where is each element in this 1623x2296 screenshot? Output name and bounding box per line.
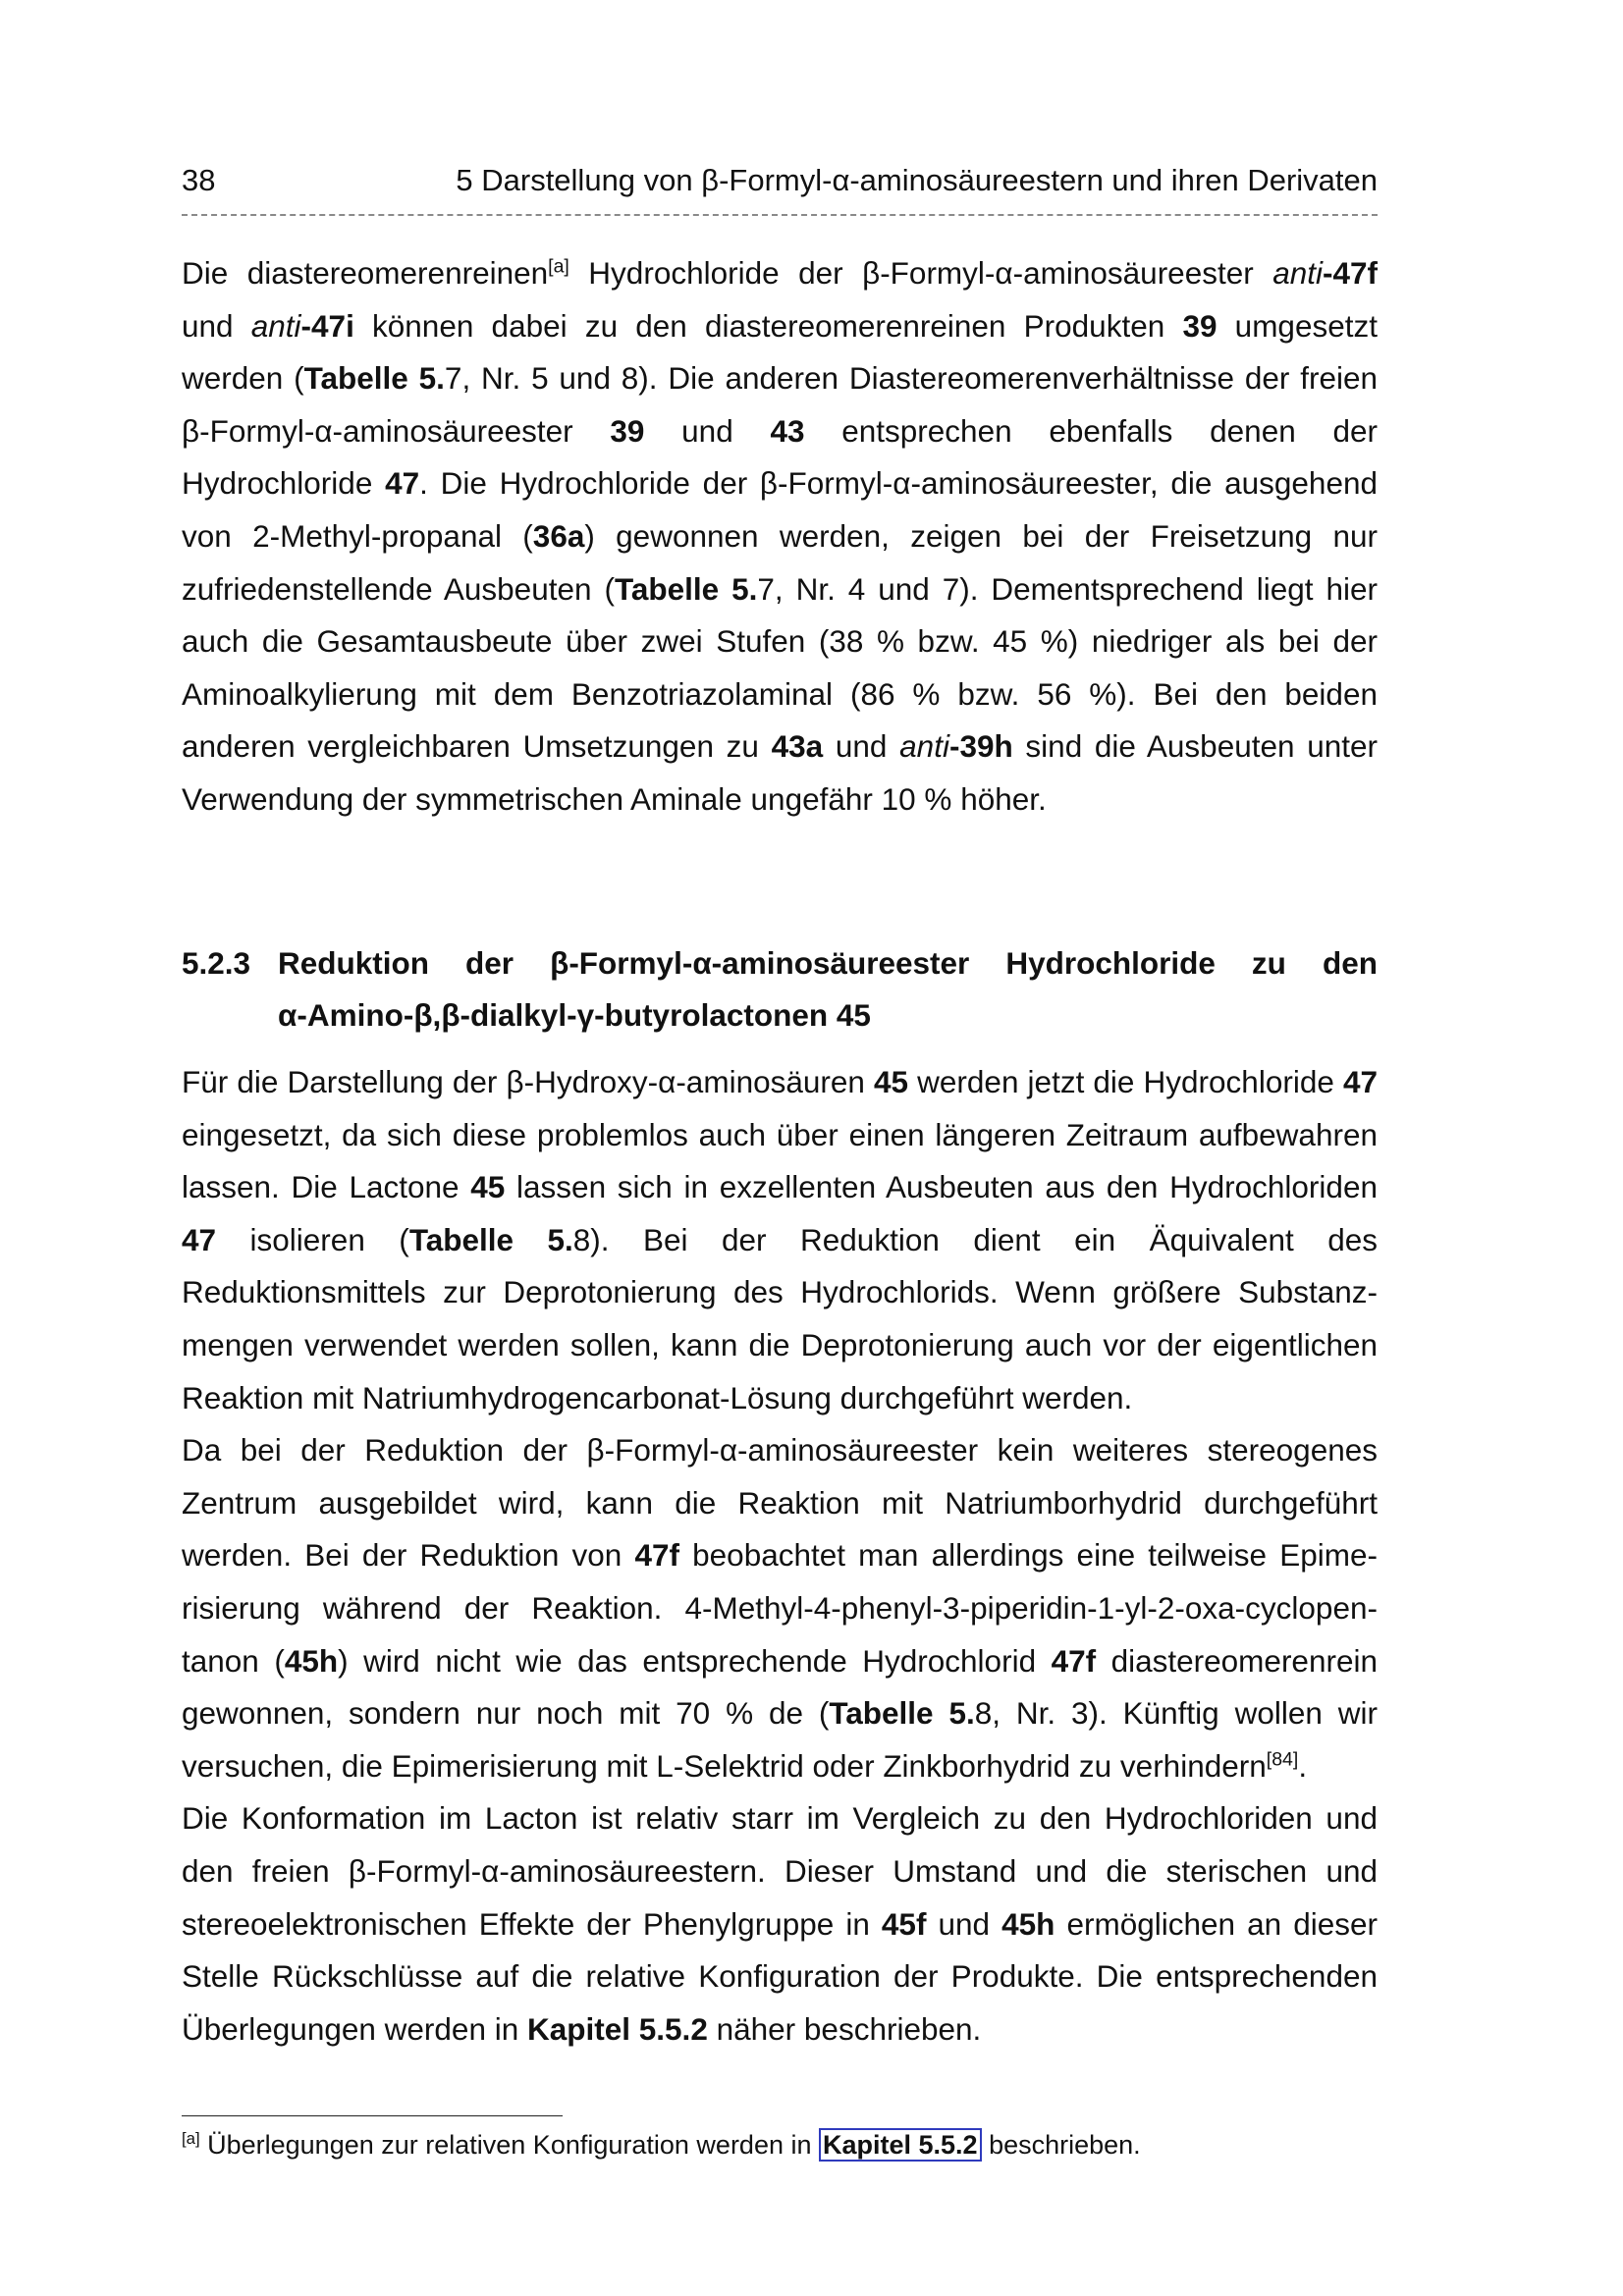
text-run: beobachtet man allerdings eine teilweise Epimerisierung während der Reaktion. 4-Methyl-4-phenyl-3-piperidin-1-yl-2-oxa-cyclopentanon ( (182, 1537, 1378, 1679)
text-run: ) gewonnen werden, zeigen bei der Freisetzung nur zufriedenstellende Ausbeuten ( (182, 517, 1378, 607)
title-word: den (1322, 945, 1378, 981)
text-run: isolieren ( (216, 1221, 409, 1257)
section-number: 5.2.3 (182, 945, 251, 981)
text-run: entsprechen ebenfalls denen der Hydrochloride (182, 412, 1378, 502)
text-run: und (182, 307, 251, 344)
compound-ref: 47 (1342, 1064, 1378, 1099)
section-title-line2: α-Amino-β,β-dialkyl-γ-butyrolactonen 45 (278, 997, 871, 1033)
text-run: Für die Darstellung der β-Hydroxy-α-aminosäuren (182, 1064, 875, 1099)
text-run: 8). Bei der Reduktion dient ein Äquivalent des Reduktionsmittels zur Deprotonierung des Hydrochlorids. Wenn größere Substanzmengen verwendet werden sollen, kann die Deprotonierung auch vor der eigentlichen Reaktion mit Natriumhydrogencarbonat-Lösung durchgeführt werden. (182, 1221, 1378, 1415)
text-run: . (1298, 1747, 1308, 1784)
footnote-marker: [a] (182, 2129, 200, 2148)
title-word: der (465, 945, 514, 981)
compound-ref: -39h (948, 728, 1013, 765)
text-run: umgesetzt werden ( (182, 307, 1378, 397)
italic-prefix: anti (250, 307, 301, 344)
table-ref: Tabelle 5. (303, 360, 445, 397)
header-divider (182, 214, 1378, 216)
main-text (182, 1056, 1378, 2056)
footnote-text-end: beschrieben. (981, 2130, 1141, 2160)
text-run: . Die Hydrochloride der β-Formyl-α-aminosäureester, die ausgehend von 2-Methyl-propanal ( (182, 465, 1379, 554)
text-run: und (644, 412, 771, 449)
compound-ref: 39 (1182, 307, 1217, 344)
compound-ref: 45h (284, 1642, 339, 1679)
compound-ref: 45 (874, 1064, 909, 1099)
text-run: 7, Nr. 4 und 7). Dementsprechend liegt hier auch die Gesamtausbeute über zwei Stufen (38 % bzw. 45 %) niedriger als bei der Aminoalkylierung mit dem Benzotriazolaminal (86 % bzw. 56 %). Bei den beiden anderen vergleichbaren Umsetzungen zu (182, 570, 1378, 765)
compound-ref: 45h (1001, 1905, 1055, 1942)
text-run: und (926, 1905, 1002, 1942)
citation-ref[interactable]: [84] (1266, 1748, 1299, 1771)
section-title-line1 (278, 937, 1378, 989)
footnote-text: Überlegungen zur relativen Konfiguration werden in (199, 2130, 819, 2160)
title-word: zu (1251, 945, 1286, 981)
footnote (182, 2123, 1378, 2166)
chapter-ref: Kapitel 5.5.2 (527, 2010, 708, 2047)
footnote-divider (182, 2115, 563, 2116)
compound-ref: 43a (771, 728, 824, 765)
table-ref: Tabelle 5. (614, 570, 758, 607)
compound-ref: 39 (610, 412, 645, 449)
text-run: und (823, 728, 900, 765)
compound-ref: 43 (770, 412, 805, 449)
compound-ref: 36a (532, 517, 585, 554)
title-word: Hydrochloride (1005, 945, 1216, 981)
text-run: 8, Nr. 3). Künftig wollen wir versuchen, die Epimerisierung mit L-Selektrid oder Zinkborhydrid zu verhindern (182, 1695, 1378, 1784)
text-run: näher beschrieben. (707, 2010, 982, 2047)
compound-ref: 47f (634, 1537, 679, 1574)
paragraph-3 (182, 1424, 1378, 1792)
text-run: Hydrochloride der β-Formyl-α-aminosäureester (568, 255, 1273, 291)
text-run: eingesetzt, da sich diese problemlos auch über einen längeren Zeitraum aufbewahren lassen. Die Lactone (182, 1116, 1378, 1205)
paragraph-2 (182, 1056, 1378, 1424)
italic-prefix: anti (899, 728, 949, 765)
compound-ref: -47i (300, 307, 354, 344)
text-run: lassen sich in exzellenten Ausbeuten aus den Hydrochloriden (505, 1169, 1378, 1205)
compound-ref: 45 (470, 1169, 506, 1205)
intro-text (182, 247, 1378, 827)
page-header (182, 163, 1378, 202)
text-run: ermöglichen an dieser Stelle Rückschlüsse auf die relative Konfiguration der Produkte. Die entsprechenden Überlegungen werden in (182, 1905, 1379, 2047)
text-run: ) wird nicht wie das entsprechende Hydrochlorid (338, 1642, 1052, 1679)
table-ref: Tabelle 5. (408, 1221, 573, 1257)
paragraph-4 (182, 1792, 1378, 2056)
text-run: Da bei der Reduktion der β-Formyl-α-aminosäureester kein weiteres stereogenes Zentrum ausgebildet wird, kann die Reaktion mit Natriumborhydrid durchgeführt werden. Bei der Reduktion von (182, 1432, 1378, 1574)
italic-prefix: anti (1272, 255, 1323, 291)
compound-ref: 47f (1051, 1642, 1097, 1679)
text-run: werden jetzt die Hydrochloride (908, 1064, 1343, 1099)
running-title: 5 Darstellung von β-Formyl-α-aminosäureestern und ihren Derivaten (456, 163, 1378, 197)
text-run: sind die Ausbeuten unter Verwendung der symmetrischen Aminale ungefähr 10 % höher. (182, 728, 1379, 817)
page-number: 38 (182, 163, 216, 197)
title-word: β-Formyl-α-aminosäureester (550, 945, 970, 981)
title-word: Reduktion (278, 945, 429, 981)
compound-ref: 47 (182, 1221, 217, 1257)
table-ref: Tabelle 5. (829, 1695, 975, 1732)
compound-ref: 45f (881, 1905, 927, 1942)
compound-ref: 47 (385, 465, 420, 502)
text-run: diastereomerenrein gewonnen, sondern nur noch mit 70 % de ( (182, 1642, 1378, 1732)
text-run: Die Konformation im Lacton ist relativ starr im Vergleich zu den Hydrochloriden und den freien β-Formyl-α-aminosäureestern. Dieser Umstand und die sterischen und stereoelektronischen Effekte der Phenylgruppe in (182, 1800, 1378, 1942)
footnote-ref[interactable]: [a] (548, 255, 569, 278)
chapter-link[interactable]: Kapitel 5.5.2 (819, 2128, 982, 2162)
text-run: können dabei zu den diastereomerenreinen Produkten (353, 307, 1183, 344)
compound-ref: -47f (1322, 255, 1379, 291)
text-run: Die diastereomerenreinen (182, 255, 549, 291)
text-run: 7, Nr. 5 und 8). Die anderen Diastereomerenverhältnisse der freien β-Formyl-α-aminosäureester (182, 360, 1378, 449)
paragraph-intro (182, 247, 1378, 827)
